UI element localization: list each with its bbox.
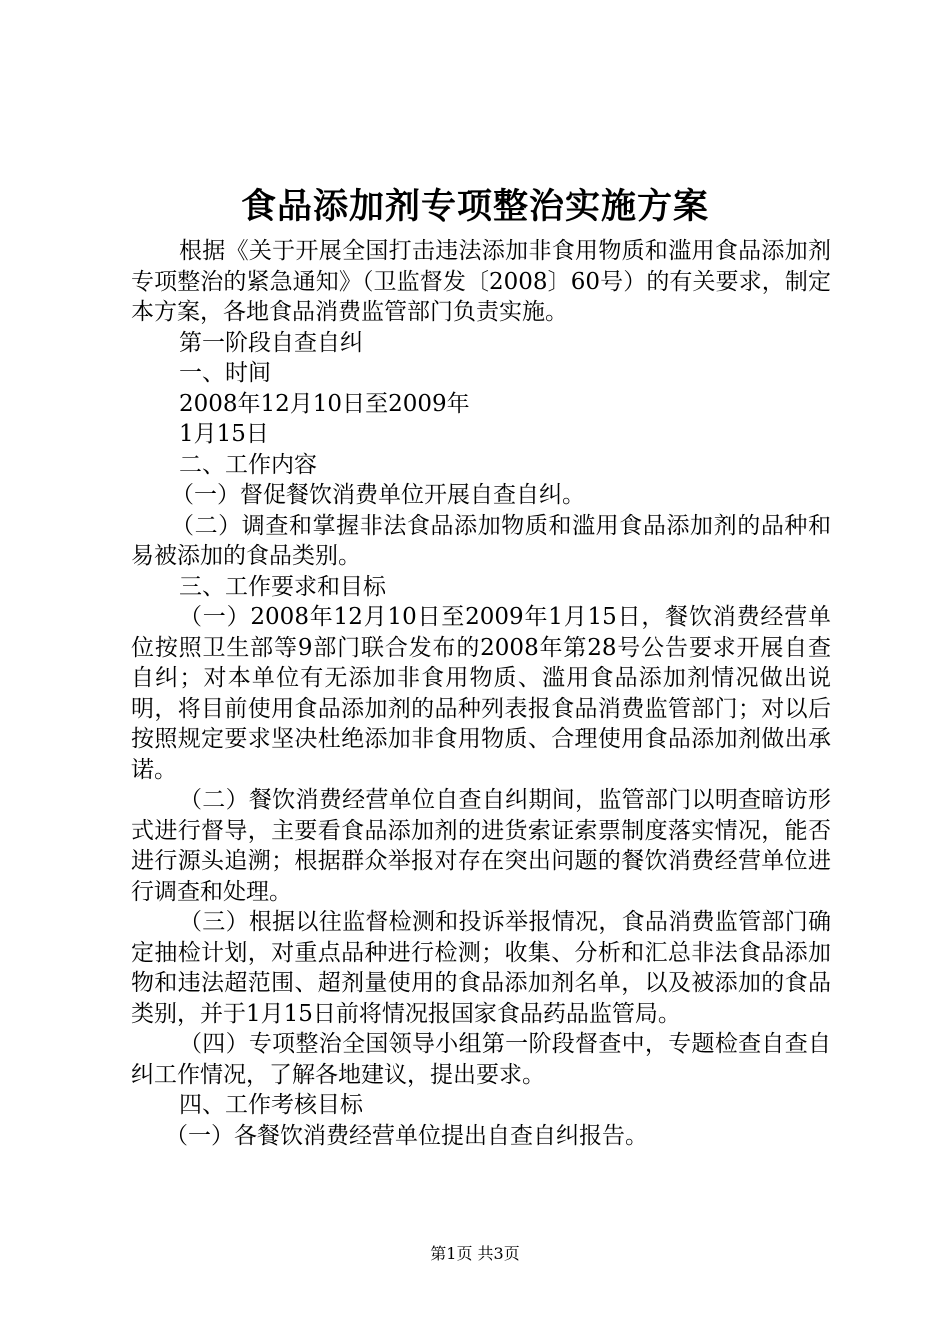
assessment-item-1: （一）各餐饮消费经营单位提出自查自纠报告。 [165, 1122, 648, 1149]
work-content-item-2: （二）调查和掌握非法食品添加物质和滥用食品添加剂的品种和易被添加的食品类别。 [131, 512, 831, 569]
requirement-item-4: （四）专项整治全国领导小组第一阶段督查中，专题检查自查自纠工作情况，了解各地建议，提出要求。 [131, 1031, 831, 1088]
document-title: 食品添加剂专项整治实施方案 [240, 186, 709, 227]
section-heading-time: 一、时间 [179, 360, 271, 386]
time-line-2: 1月15日 [179, 421, 269, 447]
work-content-item-1: （一）督促餐饮消费单位开展自查自纠。 [171, 482, 585, 508]
intro-paragraph: 根据《关于开展全国打击违法添加非食用物质和滥用食品添加剂专项整治的紧急通知》（卫监督发〔2008〕60号）的有关要求，制定本方案，各地食品消费监管部门负责实施。 [131, 238, 831, 325]
section-heading-requirements: 三、工作要求和目标 [179, 573, 386, 600]
document-body [131, 236, 831, 1151]
section-heading-work-content: 二、工作内容 [179, 451, 317, 478]
page-number-footer: 第1页 共3页 [430, 1244, 520, 1263]
requirement-item-1: （一）2008年12月10日至2009年1月15日，餐饮消费经营单位按照卫生部等9部门联合发布的2008年第28号公告要求开展自查自纠；对本单位有无添加非食用物质、滥用食品添加剂情况做出说明，将目前使用食品添加剂的品种列表报食品消费监管部门；对以后按照规定要求坚决杜绝添加非食用物质、合理使用食品添加剂做出承诺。 [131, 604, 831, 783]
section-heading-assessment: 四、工作考核目标 [179, 1092, 363, 1118]
requirement-item-3: （三）根据以往监督检测和投诉举报情况，食品消费监管部门确定抽检计划，对重点品种进行检测；收集、分析和汇总非法食品添加物和违法超范围、超剂量使用的食品添加剂名单，以及被添加的食品类别，并于1月15日前将情况报国家食品药品监管局。 [131, 909, 831, 1027]
requirement-item-2: （二）餐饮消费经营单位自查自纠期间，监管部门以明查暗访形式进行督导，主要看食品添加剂的进货索证索票制度落实情况，能否进行源头追溯；根据群众举报对存在突出问题的餐饮消费经营单位进行调查和处理。 [131, 787, 831, 905]
phase-heading: 第一阶段自查自纠 [179, 329, 363, 356]
time-line-1: 2008年12月10日至2009年 [179, 390, 470, 417]
